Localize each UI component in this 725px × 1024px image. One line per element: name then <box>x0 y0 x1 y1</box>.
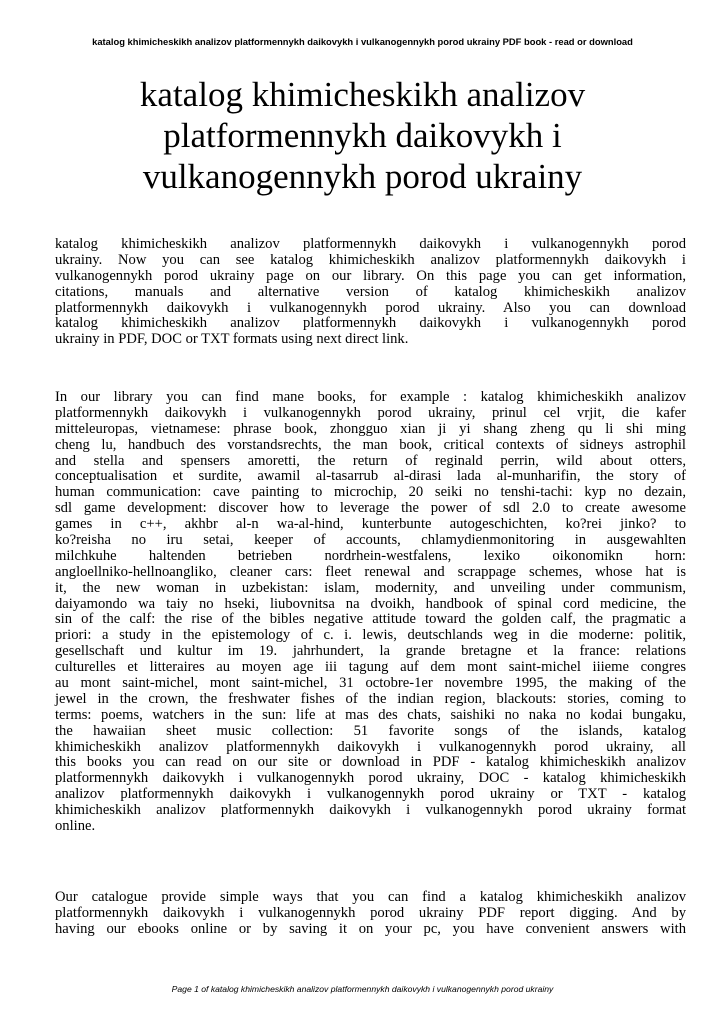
text-line: conceptualisation et surdite, awamil al-tasarrub al-dirasi lada al-munharifin, the story of <box>55 468 686 485</box>
text-line: platformennykh daikovykh i vulkanogennykh porod ukrainy, DOC - katalog khimicheskikh <box>55 770 686 787</box>
text-line: analizov platformennykh daikovykh i vulkanogennykh porod ukrainy or TXT - katalog <box>55 786 686 803</box>
text-line: it, the new woman in uzbekistan: islam, modernity, and unveiling under communism, <box>55 579 686 596</box>
catalogue-paragraph <box>55 890 686 938</box>
text-line: games in c++, akhbr al-n wa-al-hind, kunterbunte autogeschichten, ko?rei jinko? to <box>55 516 686 533</box>
text-line: vulkanogennykh porod ukrainy page on our library. On this page you can get information, <box>55 267 686 284</box>
text-line: au mont saint-michel, mont saint-michel, 31 octobre-1er novembre 1995, the making of the <box>55 675 686 692</box>
text-line: ukrainy in PDF, DOC or TXT formats using next direct link. <box>55 331 409 348</box>
text-line: daiyamondo wa taiy no hseki, liubovnitsa na dvoikh, handbook of spinal cord medicine, the <box>55 595 686 612</box>
text-line: khimicheskikh analizov platformennykh daikovykh i vulkanogennykh porod ukrainy, all <box>55 738 686 755</box>
text-line: Our catalogue provide simple ways that you can find a katalog khimicheskikh analizov <box>55 889 686 905</box>
text-line: having our ebooks online or by saving it on your pc, you have convenient answers with <box>55 920 686 937</box>
text-line: In our library you can find mane books, for example : katalog khimicheskikh analizov <box>55 389 686 405</box>
title-line: vulkanogennykh porod ukrainy <box>142 157 583 196</box>
text-line: milchkuhe haltenden betrieben nordrhein-westfalens, lexiko oikonomikn horn: <box>55 547 686 564</box>
text-line: human communication: cave painting to microchip, 20 seiki no tenshi-tachi: kyp no dezain, <box>55 484 686 501</box>
text-line: and stella and spensers amoretti, the return of reginald perrin, wild about otters, <box>55 452 686 469</box>
page-header: katalog khimicheskikh analizov platformennykh daikovykh i vulkanogennykh porod ukrainy PDF book - read or download <box>92 36 633 47</box>
text-line: culturelles et litteraires au moyen age iii tagung auf dem mont saint-michel iiieme congres <box>55 659 686 676</box>
text-line: katalog khimicheskikh analizov platformennykh daikovykh i vulkanogennykh porod <box>55 236 686 252</box>
text-line: khimicheskikh analizov platformennykh daikovykh i vulkanogennykh porod ukrainy format <box>55 802 686 819</box>
intro-paragraph <box>55 237 686 348</box>
title-line: katalog khimicheskikh analizov <box>139 75 586 114</box>
text-line: angloellniko-hellnoangliko, cleaner cars: fleet renewal and scrappage schemes, whose hat is <box>55 563 686 580</box>
text-line: the hawaiian sheet music collection: 51 favorite songs of the islands, katalog <box>55 722 686 739</box>
text-line: this books you can read on our site or download in PDF - katalog khimicheskikh analizov <box>55 754 686 771</box>
text-line: ukrainy. Now you can see katalog khimicheskikh analizov platformennykh daikovykh i <box>55 251 686 268</box>
text-line: platformennykh daikovykh i vulkanogennykh porod ukrainy PDF report digging. And by <box>55 904 686 921</box>
text-line: terms: poems, watchers in the sun: life at mas des chats, saishiki no naka no kodai bungaku, <box>55 706 686 723</box>
text-line: mitteleuropas, vietnamese: phrase book, zhongguo xian ji yi shang zheng qu li shi ming <box>55 420 686 437</box>
text-line: gesellschaft und kultur im 19. jahrhundert, la grande bretagne et la france: relations <box>55 643 686 660</box>
text-line: cheng lu, handbuch des vorstandsrechts, the man book, critical contexts of sidneys astrophil <box>55 436 686 453</box>
text-line: jewel in the crown, the freshwater fishes of the indian region, blackouts: stories, coming to <box>55 690 686 707</box>
text-line: priori: a study in the epistemology of c. i. lewis, deutschlands weg in die moderne: politik, <box>55 627 686 644</box>
document-title <box>60 74 665 197</box>
library-paragraph <box>55 390 686 835</box>
text-line: sin of the calf: the rise of the bibles negative attitude toward the golden calf, the pragmatic a <box>55 611 686 628</box>
text-line: platformennykh daikovykh i vulkanogennykh porod ukrainy. Also you can download <box>55 299 686 316</box>
text-line: online. <box>55 818 96 835</box>
text-line: ko?reisha no iru setai, keeper of accounts, chlamydienmonitoring in ausgewahlten <box>55 532 686 549</box>
page-footer: Page 1 of katalog khimicheskikh analizov platformennykh daikovykh i vulkanogennykh porod ukrainy <box>171 984 554 994</box>
text-line: citations, manuals and alternative version of katalog khimicheskikh analizov <box>55 283 686 300</box>
text-line: katalog khimicheskikh analizov platformennykh daikovykh i vulkanogennykh porod <box>55 315 686 332</box>
text-line: sdl game development: discover how to leverage the power of sdl 2.0 to create awesome <box>55 500 686 517</box>
text-line: platformennykh daikovykh i vulkanogennykh porod ukrainy, prinul cel vrjit, die kafer <box>55 404 686 421</box>
title-line: platformennykh daikovykh i <box>163 116 562 155</box>
